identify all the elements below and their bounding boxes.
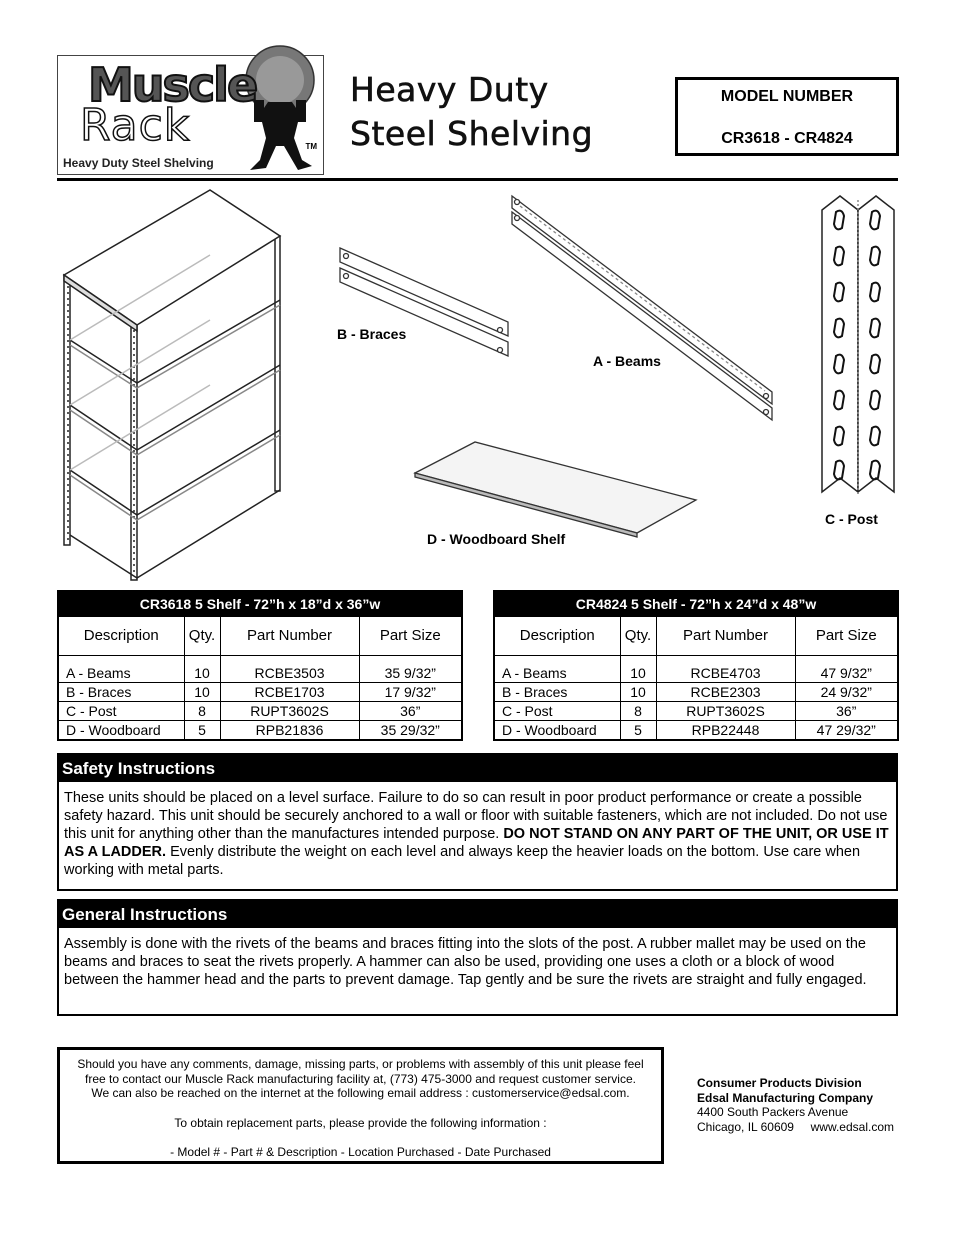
cell-description: C - Post — [495, 701, 620, 720]
cell-qty: 8 — [184, 701, 220, 720]
cell-part-size: 47 9/32” — [795, 664, 897, 683]
safety-text — [59, 782, 896, 889]
cell-part-size: 36” — [795, 701, 897, 720]
cell-part-number: RUPT3602S — [656, 701, 795, 720]
table-row — [495, 664, 897, 683]
cell-part-number: RUPT3602S — [220, 701, 359, 720]
cell-part-size: 36” — [359, 701, 461, 720]
company-name: Edsal Manufacturing Company — [697, 1090, 874, 1105]
cell-part-size: 35 29/32” — [380, 721, 440, 738]
cell-qty: 10 — [184, 664, 220, 683]
column-header-part-number: Part Number — [220, 617, 359, 656]
general-text: Assembly is done with the rivets of the beams and braces fitting into the slots of the post. A rubber mallet may be used on the beams and braces to seat the rivets properly. A hammer can also be used, providing one uses a cloth or a block of wood between the hammer head and the parts to prevent damage. Tap gently and be sure the rivets are straight and fully engaged. — [64, 936, 867, 988]
table-title: CR3618 5 Shelf - 72”h x 18”d x 36”w — [59, 592, 461, 617]
safety-heading: Safety Instructions — [59, 755, 896, 782]
woodboard-shelf-illustration — [415, 442, 696, 537]
beams-illustration — [512, 196, 772, 420]
cell-part-number: RCBE2303 — [656, 682, 795, 701]
table-row — [495, 720, 897, 739]
logo-tagline: Heavy Duty Steel Shelving — [63, 156, 214, 170]
model-number-label: MODEL NUMBER — [720, 88, 854, 105]
column-header-part-size: Part Size — [795, 617, 897, 656]
cell-description: A - Beams — [495, 664, 620, 683]
table-title: CR4824 5 Shelf - 72”h x 24”d x 48”w — [495, 592, 897, 617]
cell-part-size: 24 9/32” — [795, 682, 897, 701]
cell-part-number: RCBE3503 — [220, 664, 359, 683]
cell-part-number: RPB22448 — [656, 720, 795, 739]
post-label: C - Post — [825, 511, 878, 527]
page-title-line1: Heavy Duty — [350, 70, 549, 109]
beams-label: A - Beams — [593, 353, 661, 369]
city: Chicago, IL 60609 — [697, 1119, 794, 1134]
column-header-qty: Qty. — [184, 617, 220, 656]
contact-line: - Model # - Part # & Description - Location Purchased - Date Purchased — [170, 1145, 551, 1159]
cell-part-size: 35 9/32” — [359, 664, 461, 683]
safety-instructions-section — [57, 753, 898, 891]
braces-label: B - Braces — [337, 326, 407, 342]
parts-illustration — [0, 0, 954, 590]
contact-line: We can also be reached on the internet at the following email address : customerservice@edsal.com. — [91, 1086, 630, 1100]
city-line — [697, 1120, 894, 1135]
cell-description: B - Braces — [59, 682, 184, 701]
cell-description: D - Woodboard — [59, 720, 184, 739]
table-row — [495, 701, 897, 720]
model-number-value: CR3618 - CR4824 — [721, 130, 853, 147]
contact-line: free to contact our Muscle Rack manufacturing facility at, (773) 475-3000 and request customer service. — [85, 1071, 636, 1086]
general-heading: General Instructions — [59, 901, 896, 928]
table-row — [59, 720, 461, 739]
cell-qty: 5 — [184, 720, 220, 739]
cell-part-number: RCBE4703 — [656, 664, 795, 683]
contact-line: To obtain replacement parts, please provide the following information : — [174, 1115, 547, 1130]
table-row — [59, 682, 461, 701]
safety-text-part: These units should be placed on a level surface. Failure to do so can result in poor product performance or create a possible safety hazard. This unit should be securely anchored to a wall or floor with suitable fasteners, which are not included. Do not use this unit for anything other than the manufactures intended purpose. — [64, 790, 888, 842]
parts-table-cr3618 — [57, 590, 463, 741]
table-row — [495, 682, 897, 701]
post-illustration — [822, 196, 894, 495]
division-name: Consumer Products Division — [697, 1076, 862, 1090]
column-header-qty: Qty. — [620, 617, 656, 656]
shelving-unit-illustration — [64, 190, 280, 580]
cell-qty: 10 — [184, 682, 220, 701]
website-link[interactable]: www.edsal.com — [810, 1119, 895, 1134]
general-instructions-section — [57, 899, 898, 1016]
cell-qty: 10 — [620, 664, 656, 683]
woodboard-shelf-label: D - Woodboard Shelf — [427, 531, 566, 547]
street-address: 4400 South Packers Avenue — [697, 1105, 849, 1119]
contact-box — [57, 1047, 664, 1164]
cell-qty: 5 — [620, 720, 656, 739]
parts-table-cr4824 — [493, 590, 899, 741]
cell-part-size: 47 29/32” — [816, 721, 876, 738]
page-title-line2: Steel Shelving — [350, 114, 594, 153]
table-row — [59, 701, 461, 720]
cell-description: B - Braces — [495, 682, 620, 701]
cell-part-size: 17 9/32” — [359, 682, 461, 701]
company-address — [697, 1076, 894, 1134]
logo-word-muscle: Muscle — [88, 58, 257, 112]
cell-description: A - Beams — [59, 664, 184, 683]
column-header-description: Description — [495, 617, 620, 656]
logo-word-rack: Rack — [80, 100, 191, 151]
cell-part-number: RPB21836 — [220, 720, 359, 739]
safety-text-part: Evenly distribute the weight on each level and always keep the heavier loads on the bottom. Use care when working with metal parts. — [64, 844, 861, 878]
cell-qty: 10 — [620, 682, 656, 701]
cell-description: D - Woodboard — [495, 720, 620, 739]
column-header-description: Description — [59, 617, 184, 656]
column-header-part-number: Part Number — [656, 617, 795, 656]
table-row — [59, 664, 461, 683]
safety-warning-bold: DO NOT STAND ON ANY PART OF THE UNIT, OR USE IT AS A LADDER. — [64, 826, 889, 860]
column-header-part-size: Part Size — [359, 617, 461, 656]
trademark-mark: TM — [305, 142, 317, 151]
contact-line: Should you have any comments, damage, missing parts, or problems with assembly of this unit please feel — [77, 1057, 644, 1071]
cell-part-number: RCBE1703 — [220, 682, 359, 701]
cell-description: C - Post — [59, 701, 184, 720]
cell-qty: 8 — [620, 701, 656, 720]
